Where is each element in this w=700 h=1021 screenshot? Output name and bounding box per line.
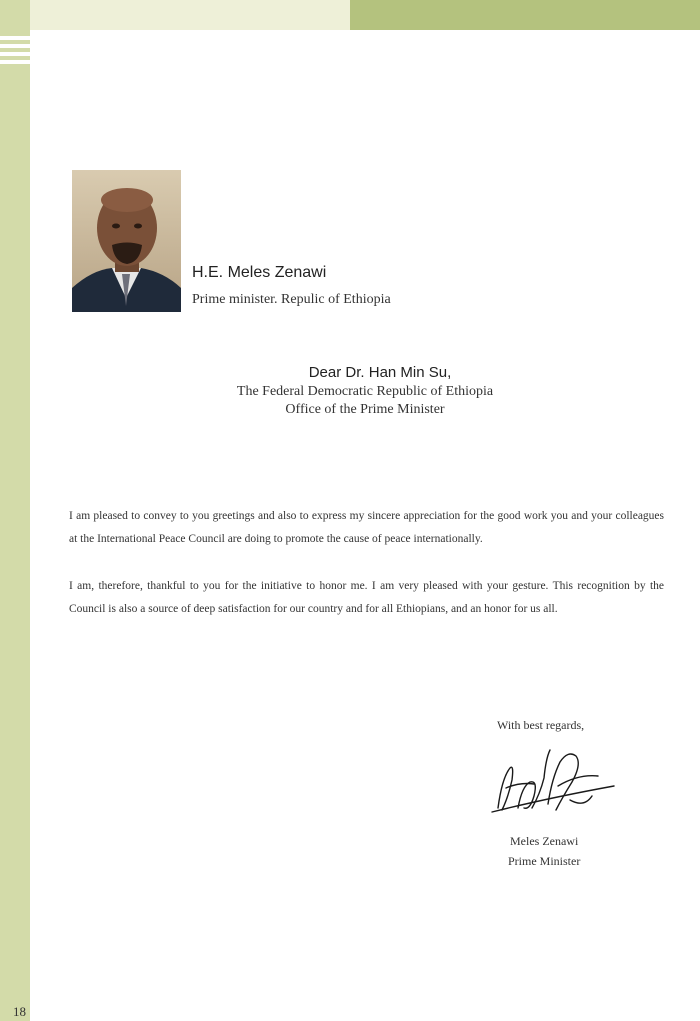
- signatory-name: Meles Zenawi: [510, 834, 579, 848]
- left-decorative-strip: [0, 0, 30, 1021]
- person-name: H.E. Meles Zenawi: [192, 264, 327, 281]
- top-decorative-band: [30, 0, 350, 30]
- person-role: Prime minister. Repulic of Ethiopia: [192, 292, 391, 307]
- letter-org-line-2: Office of the Prime Minister: [285, 402, 445, 417]
- top-accent-band: [350, 0, 700, 30]
- letter-salutation: Dear Dr. Han Min Su,: [308, 364, 452, 381]
- letter-paragraph: I am pleased to convey to you greetings and also to express my sincere appreciation for the good work you and your colleagues at the International Peace Council are doing to promote the cause of peace internationally.: [69, 510, 664, 545]
- stripe-marks: [0, 36, 30, 68]
- letter-paragraph: I am, therefore, thankful to you for the initiative to honor me. I am very pleased with your gesture. This recognition by the Council is also a source of deep satisfaction for our country and for all Ethiopians, and an honor for us all.: [69, 580, 664, 615]
- portrait-photo: [72, 170, 181, 312]
- handwritten-signature: [488, 738, 618, 823]
- page-number: 18: [13, 1004, 26, 1019]
- signatory-title: Prime Minister: [508, 854, 581, 868]
- letter-closing: With best regards,: [497, 718, 585, 732]
- letter-org-line-1: The Federal Democratic Republic of Ethiopia: [236, 384, 494, 399]
